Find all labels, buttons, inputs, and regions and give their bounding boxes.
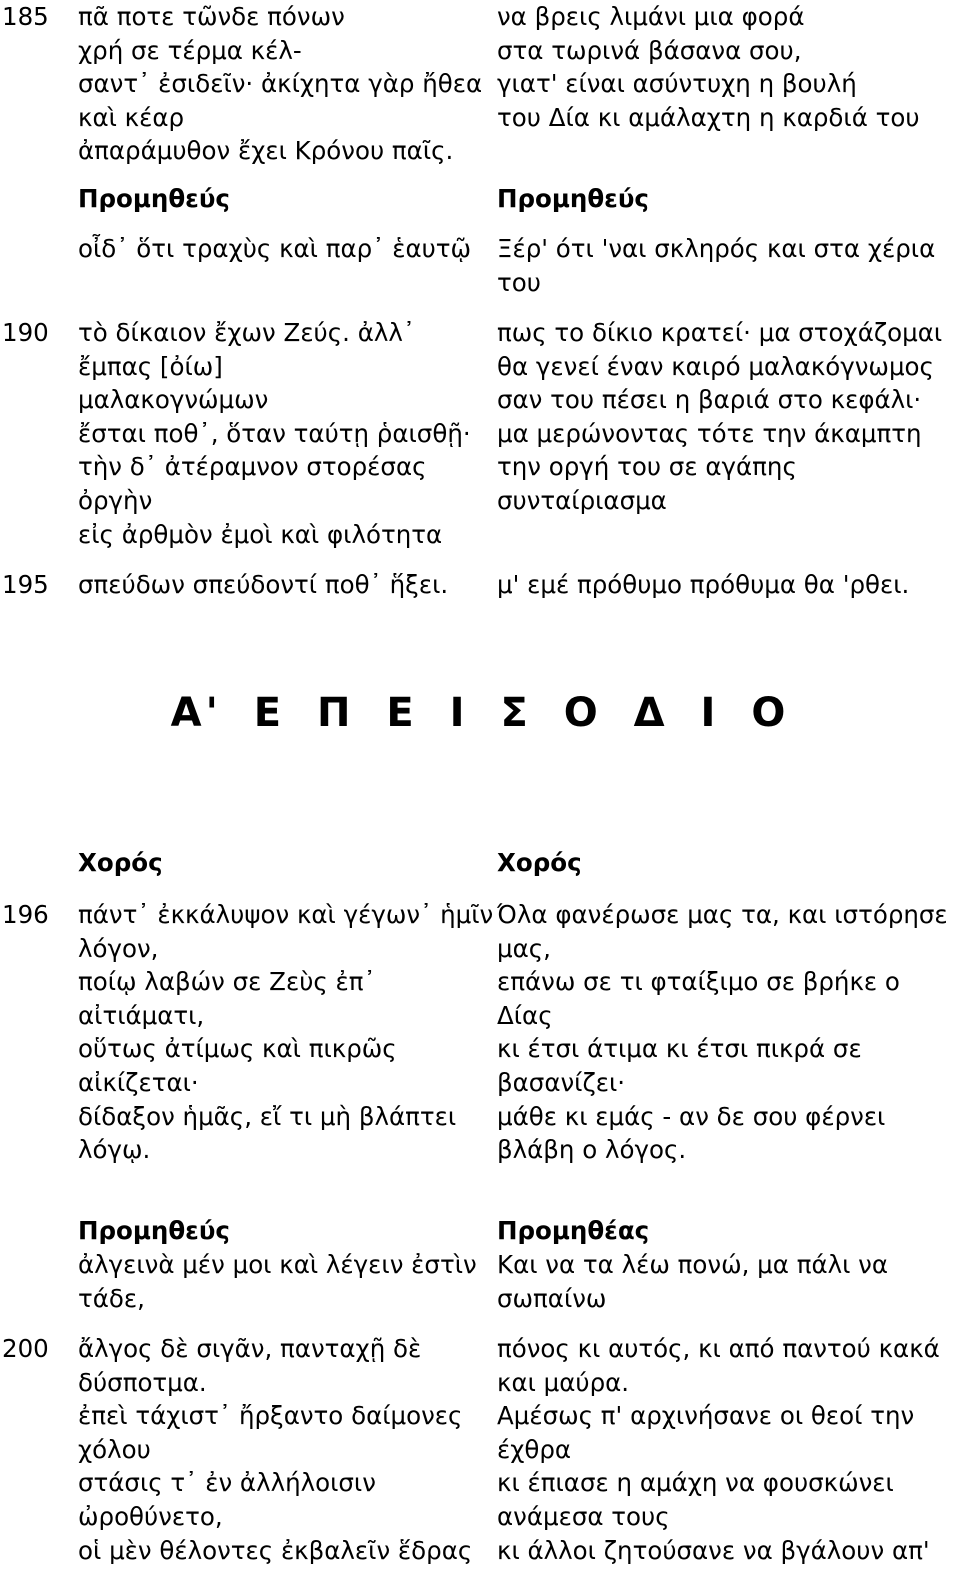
- verse-line: θα γενεί έναν καιρό μαλακόγνωμος: [497, 351, 934, 381]
- verse-line: μάθε κι εμάς - αν δε σου φέρνει: [497, 1101, 886, 1131]
- verse-line: σαντ᾽ ἐσιδεῖν· ἀκίχητα γὰρ ἤθεα: [78, 69, 483, 99]
- verse-line: του Δία κι αμάλαχτη η καρδιά του: [497, 102, 920, 132]
- verse-line: μ' εμέ πρόθυμο πρόθυμα θα 'ρθει.: [497, 570, 910, 599]
- verse-line: ὀργὴν: [78, 485, 153, 515]
- episode-heading: Α' Ε Π Ε Ι Σ Ο Δ Ι Ο: [170, 690, 790, 736]
- verse-line: κι έτσι άτιμα κι έτσι πικρά σε: [497, 1034, 862, 1064]
- translation-verse-block: [497, 316, 957, 518]
- verse-line: ανάμεσα τους: [497, 1501, 670, 1531]
- verse-line: ἀπαράμυθον ἔχει Κρόνου παῖς.: [78, 136, 454, 166]
- verse-line: Αμέσως π' αρχινήσανε οι θεοί την: [497, 1401, 915, 1431]
- verse-line: λόγῳ.: [78, 1135, 151, 1165]
- verse-line: μα μερώνοντας τότε την άκαμπτη: [497, 418, 922, 448]
- greek-verse-block: [78, 1332, 473, 1567]
- speaker-name: Προμηθεύς: [78, 184, 230, 213]
- translation-verse-block: [497, 1248, 957, 1315]
- verse-line: πόνος κι αυτός, κι από παντού κακά: [497, 1334, 940, 1363]
- line-number: 195: [2, 570, 49, 599]
- verse-line: στα τωρινά βάσανα σου,: [497, 35, 802, 65]
- verse-line: πως το δίκιο κρατεί· μα στοχάζομαι: [497, 318, 943, 347]
- verse-line: ὠροθύνετο,: [78, 1501, 223, 1531]
- verse-line: ἔσται ποθ᾽, ὅταν ταύτῃ ῥαισθῇ·: [78, 418, 471, 448]
- verse-line: κι άλλοι ζητούσανε να βγάλουν απ': [497, 1535, 930, 1565]
- line-number: 190: [2, 318, 49, 347]
- greek-verse-block: [78, 316, 471, 551]
- verse-line: βλάβη ο λόγος.: [497, 1135, 687, 1165]
- verse-line: την οργή του σε αγάπης: [497, 452, 797, 482]
- translation-verse-block: [497, 568, 957, 602]
- verse-line: καὶ κέαρ: [78, 102, 185, 132]
- verse-line: γιατ' είναι ασύντυχη η βουλή: [497, 69, 857, 99]
- verse-line: ἄλγος δὲ σιγᾶν, πανταχῇ δὲ: [78, 1334, 422, 1363]
- speaker-name: Προμηθεύς: [78, 1216, 230, 1245]
- verse-line: αἰκίζεται·: [78, 1067, 199, 1097]
- verse-line: Ξέρ' ότι 'ναι σκληρός και στα χέρια: [497, 234, 936, 263]
- verse-line: χόλου: [78, 1434, 151, 1464]
- verse-line: και μαύρα.: [497, 1367, 630, 1397]
- verse-line: αἰτιάματι,: [78, 1000, 205, 1030]
- verse-line: βασανίζει·: [497, 1067, 626, 1097]
- line-number: 196: [2, 900, 49, 929]
- greek-verse-block: [78, 568, 468, 602]
- verse-line: οὕτως ἀτίμως καὶ πικρῶς: [78, 1034, 397, 1064]
- greek-verse-block: [78, 232, 472, 266]
- greek-verse-block: [78, 898, 494, 1167]
- speaker-name: Προμηθέας: [497, 1216, 650, 1245]
- translation-verse-block: [497, 1332, 957, 1567]
- translation-verse-block: [497, 898, 957, 1167]
- verse-line: να βρεις λιμάνι μια φορά: [497, 2, 805, 31]
- verse-line: επάνω σε τι φταίξιμο σε βρήκε ο: [497, 967, 900, 997]
- verse-line: ἀλγεινὰ μέν μοι καὶ λέγειν ἐστὶν: [78, 1250, 477, 1279]
- verse-line: εἰς ἀρθμὸν ἐμοὶ καὶ φιλότητα: [78, 519, 443, 549]
- verse-line: σπεύδων σπεύδοντί ποθ᾽ ἥξει.: [78, 570, 449, 599]
- verse-line: χρή σε τέρμα κέλ-: [78, 35, 302, 65]
- greek-verse-block: [78, 0, 483, 168]
- speaker-name: Χορός: [78, 848, 163, 877]
- verse-line: σωπαίνω: [497, 1283, 607, 1313]
- line-number: 200: [2, 1334, 49, 1363]
- verse-line: Δίας: [497, 1000, 553, 1030]
- verse-line: τάδε,: [78, 1283, 145, 1313]
- verse-line: οἱ μὲν θέλοντες ἐκβαλεῖν ἕδρας: [78, 1535, 473, 1565]
- verse-line: Όλα φανέρωσε μας τα, και ιστόρησε: [497, 900, 948, 929]
- translation-verse-block: [497, 0, 957, 134]
- verse-line: ἔμπας [ὀίω]: [78, 351, 223, 381]
- verse-line: ποίῳ λαβών σε Ζεὺς ἐπ᾽: [78, 967, 376, 997]
- verse-line: πάντ᾽ ἐκκάλυψον καὶ γέγων᾽ ἡμῖν: [78, 900, 494, 929]
- verse-line: δύσποτμα.: [78, 1367, 207, 1397]
- verse-line: τὸ δίκαιον ἔχων Ζεύς. ἀλλ᾽: [78, 318, 416, 347]
- verse-line: σαν του πέσει η βαριά στο κεφάλι·: [497, 385, 922, 415]
- verse-line: συνταίριασμα: [497, 485, 667, 515]
- verse-line: δίδαξον ἡμᾶς, εἴ τι μὴ βλάπτει: [78, 1101, 457, 1131]
- line-number: 185: [2, 2, 49, 31]
- verse-line: κι έπιασε η αμάχη να φουσκώνει: [497, 1468, 894, 1498]
- speaker-name: Χορός: [497, 848, 582, 877]
- verse-line: τὴν δ᾽ ἀτέραμνον στορέσας: [78, 452, 427, 482]
- verse-line: ἐπεὶ τάχιστ᾽ ἤρξαντο δαίμονες: [78, 1401, 463, 1431]
- verse-line: έχθρα: [497, 1434, 572, 1464]
- verse-line: μαλακογνώμων: [78, 385, 269, 415]
- greek-verse-block: [78, 1248, 477, 1315]
- verse-line: μας,: [497, 933, 551, 963]
- translation-verse-block: [497, 232, 957, 299]
- verse-line: στάσις τ᾽ ἐν ἀλλήλοισιν: [78, 1468, 376, 1498]
- speaker-name: Προμηθεύς: [497, 184, 649, 213]
- verse-line: πᾶ ποτε τῶνδε πόνων: [78, 2, 345, 31]
- verse-line: του: [497, 267, 541, 297]
- verse-line: λόγον,: [78, 933, 159, 963]
- verse-line: οἶδ᾽ ὅτι τραχὺς καὶ παρ᾽ ἑαυτῷ: [78, 234, 472, 263]
- verse-line: Και να τα λέω πονώ, μα πάλι να: [497, 1250, 889, 1279]
